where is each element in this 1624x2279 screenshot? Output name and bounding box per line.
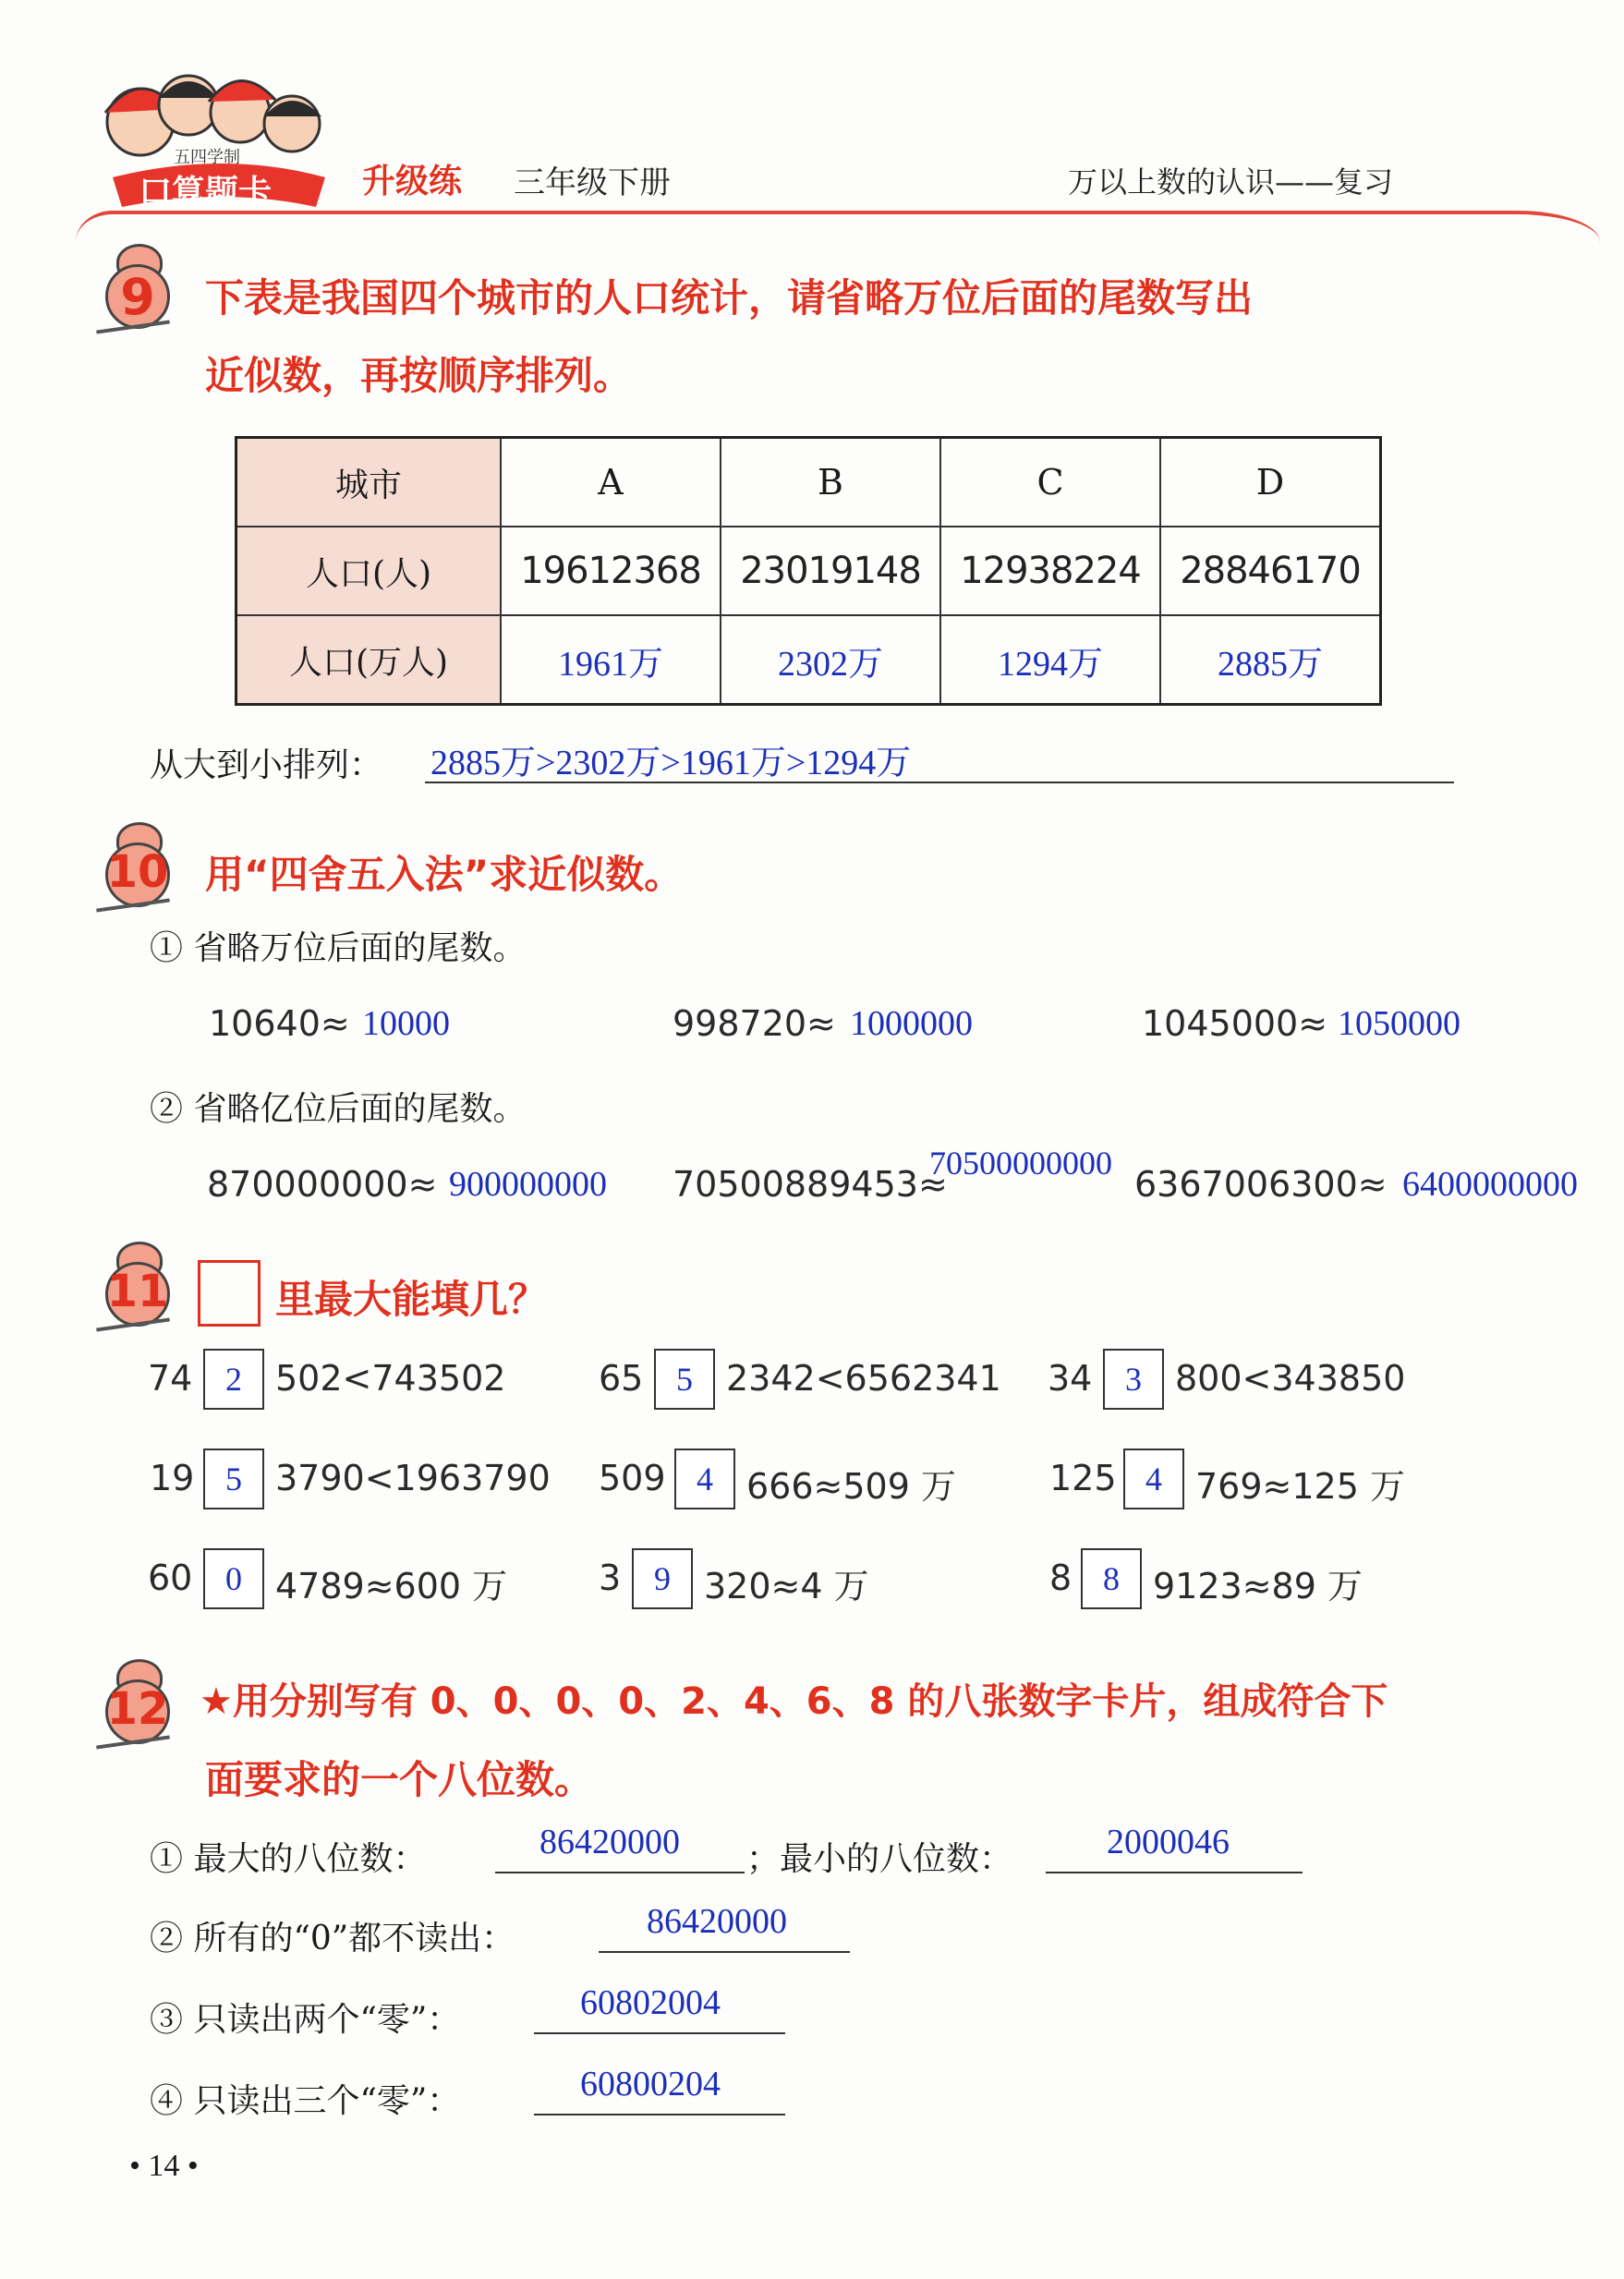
q12-p4-answer[interactable]: 60800204 — [580, 2065, 721, 2103]
q10-p2-q2: 70500889453≈ — [673, 1164, 948, 1205]
q11-pre: 8 — [1049, 1558, 1073, 1598]
table-cell: 12938224 — [940, 527, 1160, 615]
table-header-city: 城市 — [236, 438, 502, 527]
q9-prompt-line1: 下表是我国四个城市的人口统计，请省略万位后面的尾数写出 — [205, 275, 1254, 321]
table-cell: A — [501, 438, 721, 527]
table-header-population: 人口(人) — [236, 527, 502, 615]
answer-underline — [425, 782, 1454, 783]
q10-p2-q1: 870000000≈ — [207, 1164, 438, 1205]
q11-post: 9123≈89 万 — [1153, 1566, 1363, 1606]
kids-logo — [85, 48, 362, 214]
answer-cell[interactable]: 1961万 — [501, 615, 721, 705]
series-small: 五四学制 — [174, 148, 240, 167]
q10-p2-a3[interactable]: 6400000000 — [1402, 1165, 1578, 1204]
table-cell: D — [1160, 438, 1381, 527]
answer-underline — [495, 1872, 745, 1873]
q11-answer-box[interactable]: 9 — [632, 1548, 693, 1609]
q11-pre: 3 — [599, 1558, 622, 1598]
q11-pre: 19 — [150, 1458, 195, 1498]
question-badge-11: 11 — [96, 1238, 179, 1340]
q11-post: 320≈4 万 — [704, 1566, 869, 1606]
question-badge-12: 12 — [96, 1655, 179, 1757]
header-unit: 万以上数的认识——复习 — [1068, 164, 1394, 200]
question-badge-9: 9 — [96, 240, 179, 342]
table-cell: B — [721, 438, 940, 527]
header-level: 升级练 — [362, 163, 463, 200]
q11-post: 2342<6562341 — [726, 1358, 1001, 1399]
q11-answer-box[interactable]: 0 — [203, 1548, 264, 1609]
q12-p4-label: ④ 只读出三个“零”： — [150, 2082, 461, 2120]
q11-pre: 125 — [1049, 1458, 1117, 1498]
q12-prompt-line2: 面要求的一个八位数。 — [205, 1757, 594, 1802]
q11-post: 4789≈600 万 — [275, 1566, 508, 1606]
table-row-population — [236, 527, 1381, 615]
q12-p1b-label: ；最小的八位数： — [746, 1840, 1013, 1878]
table-row-city — [236, 438, 1381, 527]
q11-post: 502<743502 — [275, 1358, 506, 1399]
q9-order-answer[interactable]: 2885万>2302万>1961万>1294万 — [430, 744, 912, 782]
answer-underline — [1046, 1872, 1303, 1873]
q11-answer-box[interactable]: 3 — [1103, 1349, 1164, 1410]
table-row-wan — [236, 615, 1381, 705]
population-table — [235, 436, 1382, 706]
q11-pre: 60 — [148, 1558, 193, 1598]
q10-p2-a2[interactable]: 70500000000 — [929, 1145, 1112, 1182]
table-cell: 28846170 — [1160, 527, 1381, 615]
q12-p3-label: ③ 只读出两个“零”： — [150, 2001, 461, 2039]
header-grade: 三年级下册 — [514, 164, 671, 201]
table-cell: C — [940, 438, 1160, 527]
answer-underline — [534, 2032, 785, 2034]
table-cell: 23019148 — [721, 527, 940, 615]
q11-answer-box[interactable]: 2 — [203, 1349, 264, 1410]
answer-underline — [534, 2114, 785, 2115]
q11-prompt: 里最大能填几？ — [275, 1277, 548, 1322]
q10-p1-a2[interactable]: 1000000 — [850, 1004, 973, 1043]
q10-p2-q3: 6367006300≈ — [1134, 1164, 1388, 1205]
q10-part2-label: ② 省略亿位后面的尾数。 — [150, 1090, 527, 1128]
question-badge-10: 10 — [96, 818, 179, 920]
q12-p2-label: ② 所有的“0”都不读出： — [150, 1920, 515, 1958]
answer-underline — [599, 1951, 850, 1953]
q10-p1-a1[interactable]: 10000 — [362, 1004, 450, 1043]
q11-answer-box[interactable]: 4 — [1123, 1449, 1184, 1509]
table-header-wan: 人口(万人) — [236, 615, 502, 705]
empty-box-icon — [198, 1260, 261, 1327]
q11-pre: 74 — [148, 1358, 193, 1399]
q11-answer-box[interactable]: 5 — [203, 1449, 264, 1509]
q10-part1-label: ① 省略万位后面的尾数。 — [150, 929, 527, 967]
q9-order-label: 从大到小排列： — [150, 746, 383, 784]
q11-answer-box[interactable]: 4 — [674, 1449, 735, 1509]
q10-p1-a3[interactable]: 1050000 — [1338, 1004, 1460, 1043]
q11-pre: 65 — [599, 1358, 644, 1399]
answer-cell[interactable]: 1294万 — [940, 615, 1160, 705]
q10-prompt: 用“四舍五入法”求近似数。 — [205, 852, 684, 897]
q11-post: 3790<1963790 — [275, 1458, 551, 1498]
table-cell: 19612368 — [501, 527, 721, 615]
q12-p1b-answer[interactable]: 2000046 — [1107, 1823, 1230, 1861]
header-rule — [76, 211, 1600, 246]
q12-p2-answer[interactable]: 86420000 — [647, 1902, 787, 1941]
answer-cell[interactable]: 2885万 — [1160, 615, 1381, 705]
q11-post: 666≈509 万 — [746, 1466, 956, 1507]
q11-answer-box[interactable]: 5 — [654, 1349, 715, 1410]
q10-p2-a1[interactable]: 900000000 — [449, 1165, 607, 1204]
q11-post: 800<343850 — [1175, 1358, 1406, 1399]
q12-p1-answer[interactable]: 86420000 — [539, 1823, 680, 1861]
q10-p1-q1: 10640≈ — [209, 1003, 350, 1044]
q9-prompt-line2: 近似数，再按顺序排列。 — [205, 353, 633, 398]
q11-post: 769≈125 万 — [1195, 1466, 1405, 1507]
q10-p1-q3: 1045000≈ — [1142, 1003, 1328, 1044]
q10-p1-q2: 998720≈ — [673, 1003, 836, 1044]
q11-pre: 509 — [599, 1458, 666, 1498]
answer-cell[interactable]: 2302万 — [721, 615, 940, 705]
q12-p1-label: ① 最大的八位数： — [150, 1840, 427, 1878]
q12-p3-answer[interactable]: 60802004 — [580, 1983, 721, 2022]
q11-pre: 34 — [1048, 1358, 1093, 1399]
series-title: 口算题卡 — [139, 174, 273, 212]
q12-prompt-line1: ★用分别写有 0、0、0、0、2、4、6、8 的八张数字卡片，组成符合下 — [200, 1680, 1388, 1723]
page-number: • 14 • — [129, 2149, 199, 2183]
q11-answer-box[interactable]: 8 — [1081, 1548, 1142, 1609]
